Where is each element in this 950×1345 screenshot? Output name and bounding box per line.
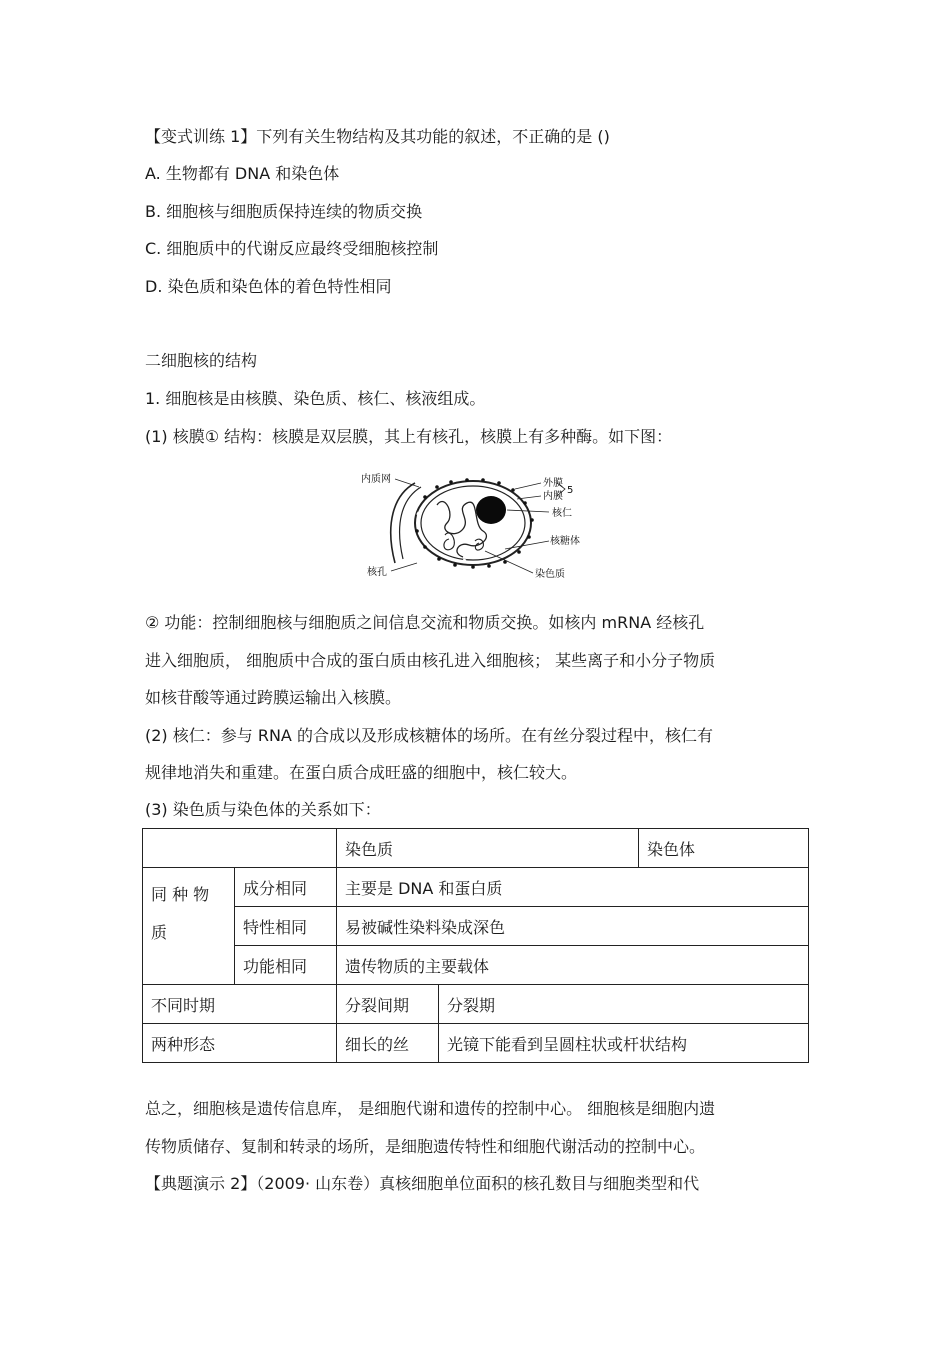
period-division: 分裂期 [439,985,809,1024]
pore-gaps [417,513,465,563]
row-key-property: 特性相同 [235,907,337,946]
label-five: 5 [567,485,574,496]
row-value-function: 遗传物质的主要载体 [337,946,809,985]
relation-table [142,828,809,1063]
table-row [143,868,809,907]
table-row [143,946,809,985]
summary-line-2: 传物质储存、复制和转录的场所，是细胞遗传特性和细胞代谢活动的控制中心。 [145,1137,706,1156]
same-substance-label [143,868,235,985]
label-pore: 核孔 [367,567,387,578]
outer-membrane [415,481,531,565]
label-outer-membrane: 外膜 [543,478,563,489]
row-value-composition: 主要是 DNA 和蛋白质 [337,868,809,907]
period-label: 不同时期 [143,985,337,1024]
function-line-1: ② 功能：控制细胞核与细胞质之间信息交流和物质交换。如核内 mRNA 经核孔 [145,613,705,632]
table-row [143,1024,809,1063]
nucleus-diagram [355,465,595,585]
option-d: D. 染色质和染色体的着色特性相同 [145,277,392,296]
function-line-3: 如核苷酸等通过跨膜运输出入核膜。 [145,688,402,707]
table-row [143,985,809,1024]
summary-line-1: 总之，细胞核是遗传信息库， 是细胞代谢和遗传的控制中心。 细胞核是细胞内遗 [145,1099,716,1118]
function-line-2: 进入细胞质， 细胞质中合成的蛋白质由核孔进入细胞核； 某些离子和小分子物质 [145,651,716,670]
option-b: B. 细胞核与细胞质保持连续的物质交换 [145,202,423,221]
er-membrane-inner [400,487,421,559]
row-value-property: 易被碱性染料染成深色 [337,907,809,946]
same-substance-line-1: 同 种 物 [151,885,210,904]
row-key-function: 功能相同 [235,946,337,985]
exercise-question: 【变式训练 1】下列有关生物结构及其功能的叙述，不正确的是 () [145,127,610,146]
nucleus-diagram-svg [355,465,595,585]
option-a: A. 生物都有 DNA 和染色体 [145,164,340,183]
nucleolus-line-1: (2) 核仁：参与 RNA 的合成以及形成核糖体的场所。在有丝分裂过程中，核仁有 [145,726,713,745]
table-cell-empty [143,829,337,868]
label-nucleolus: 核仁 [552,508,572,519]
label-ribosome: 核糖体 [550,536,580,547]
nucleolus-shape [476,496,506,524]
table-row [143,829,809,868]
point-1: 1. 细胞核是由核膜、染色质、核仁、核液组成。 [145,389,486,408]
period-interphase: 分裂间期 [337,985,439,1024]
leader-lines [391,479,565,573]
form-rod: 光镜下能看到呈圆柱状或杆状结构 [439,1024,809,1063]
form-thread: 细长的丝 [337,1024,439,1063]
point-1-1: (1) 核膜① 结构：核膜是双层膜，其上有核孔，核膜上有多种酶。如下图： [145,427,673,446]
same-substance-line-2: 质 [151,923,168,942]
header-chromosome: 染色体 [639,829,809,868]
form-label: 两种形态 [143,1024,337,1063]
label-inner-membrane: 内膜 [543,491,563,502]
row-key-composition: 成分相同 [235,868,337,907]
option-c: C. 细胞质中的代谢反应最终受细胞核控制 [145,239,439,258]
relation-intro: (3) 染色质与染色体的关系如下： [145,800,381,819]
chromatin-loop [444,533,454,550]
nucleolus-line-2: 规律地消失和重建。在蛋白质合成旺盛的细胞中，核仁较大。 [145,763,578,782]
summary-line-3: 【典题演示 2】（2009· 山东卷）真核细胞单位面积的核孔数目与细胞类型和代 [145,1174,700,1193]
header-chromatin: 染色质 [337,829,639,868]
label-chromatin: 染色质 [535,569,565,580]
label-er: 内质网 [361,474,391,485]
table-row [143,907,809,946]
inner-membrane [421,486,525,560]
section-heading: 二细胞核的结构 [145,351,258,370]
